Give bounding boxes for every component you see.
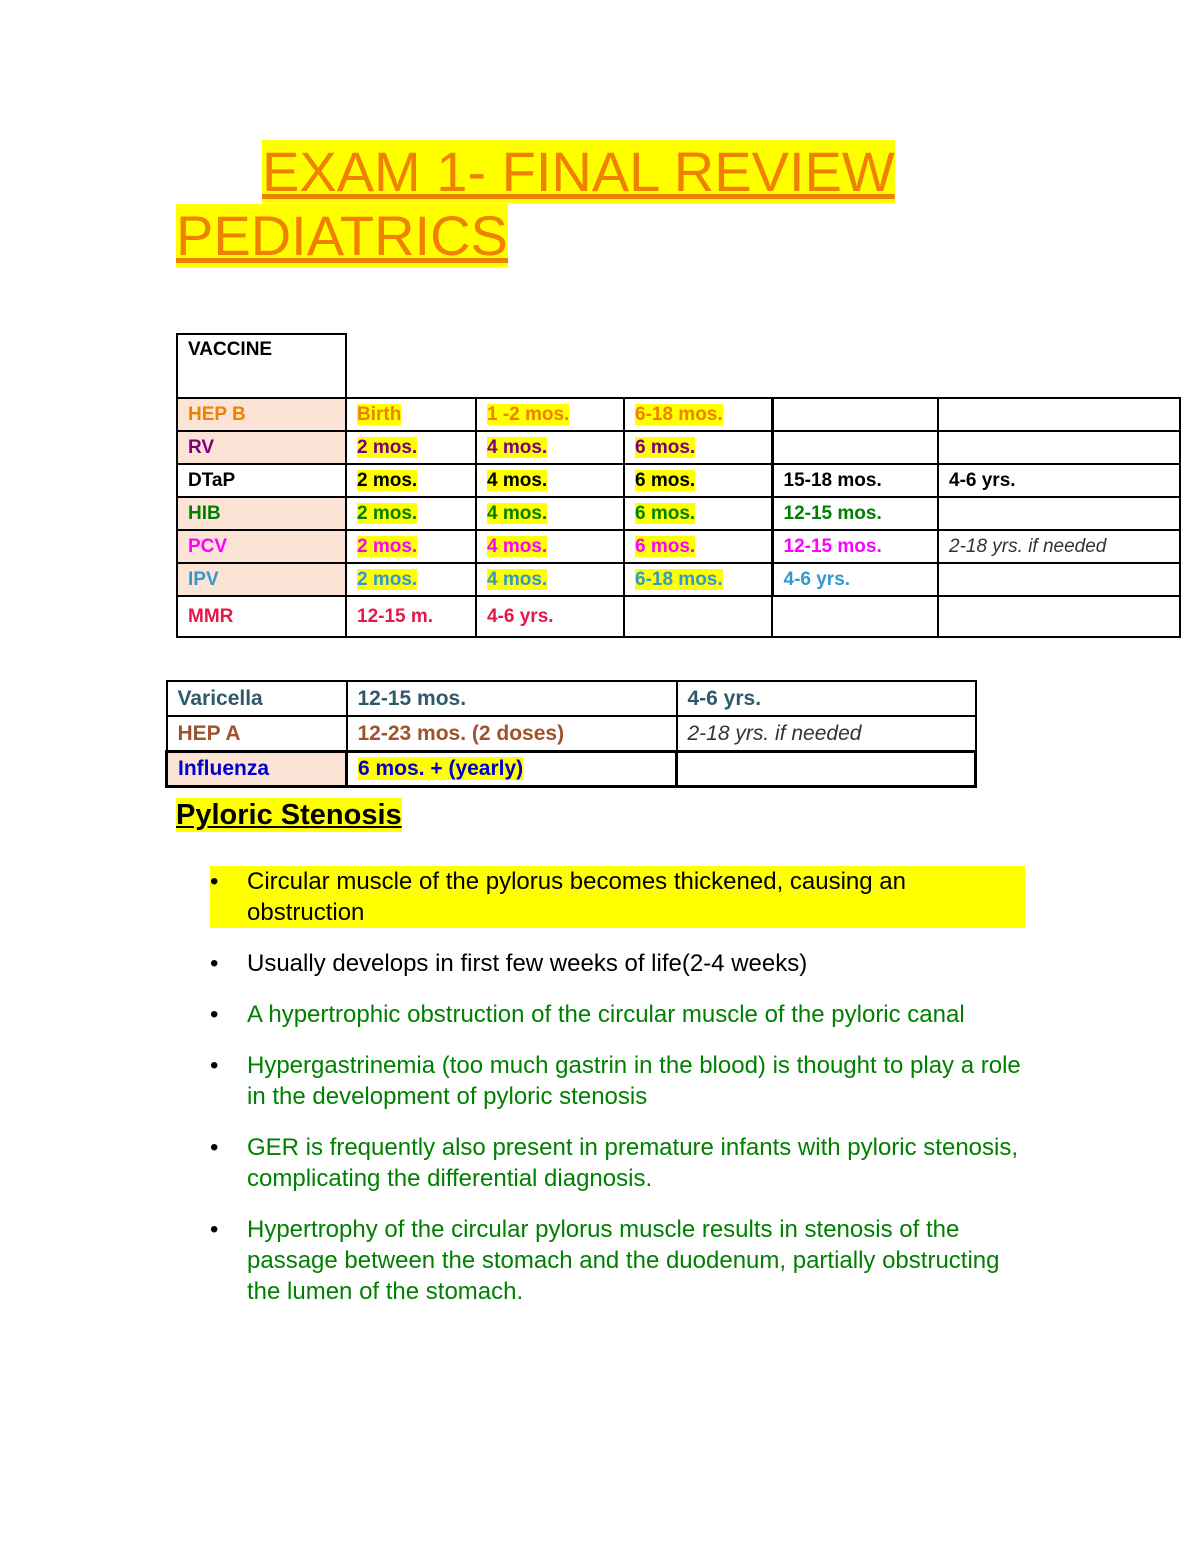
dose-cell: 4 mos. — [487, 502, 548, 524]
section-heading: Pyloric Stenosis — [176, 799, 402, 831]
dose-cell: 15-18 mos. — [772, 464, 938, 497]
dose-cell: 12-15 mos. — [772, 530, 938, 563]
dose-cell: 4 mos. — [487, 436, 548, 458]
vaccine-name: PCV — [177, 530, 346, 563]
dose-cell: 4-6 yrs. — [677, 681, 976, 716]
title-line-1: EXAM 1- FINAL REVIEW — [262, 140, 895, 203]
list-item — [210, 999, 1025, 1030]
bullet-text: Circular muscle of the pylorus becomes thickened, causing an obstruction — [247, 868, 906, 926]
dose-cell: 1 -2 mos. — [487, 403, 570, 425]
dose-cell: 4-6 yrs. — [938, 464, 1180, 497]
list-item — [210, 1132, 1025, 1194]
table-row — [167, 716, 976, 752]
dose-cell — [938, 398, 1180, 431]
table-row — [177, 563, 1180, 596]
bullet-icon: • — [210, 868, 219, 895]
table-row — [177, 596, 1180, 637]
dose-cell: 6-18 mos. — [635, 403, 723, 425]
dose-cell — [938, 497, 1180, 530]
dose-cell: 2 mos. — [357, 502, 418, 524]
vaccine-name: IPV — [177, 563, 346, 596]
dose-cell: 6 mos. — [635, 436, 696, 458]
vaccine-name: Varicella — [167, 681, 347, 716]
bullet-icon: • — [210, 950, 219, 977]
vaccine-name: HIB — [177, 497, 346, 530]
dose-cell — [772, 431, 938, 464]
additional-vaccines-table — [165, 680, 977, 788]
title-line-2: PEDIATRICS — [176, 204, 508, 267]
table-row — [177, 497, 1180, 530]
list-item — [210, 948, 1025, 979]
dose-cell — [624, 596, 772, 637]
bullet-text: Hypertrophy of the circular pylorus muscle results in stenosis of the passage between the stomach and the duodenum, partially obstructing the lumen of the stomach. — [247, 1216, 1000, 1305]
dose-cell: 4 mos. — [487, 535, 548, 557]
vaccine-name: RV — [177, 431, 346, 464]
bullet-icon: • — [210, 1134, 219, 1161]
table-row — [177, 464, 1180, 497]
dose-cell: 2 mos. — [357, 436, 418, 458]
dose-cell: 6 mos. — [635, 502, 696, 524]
vaccine-name: HEP A — [167, 716, 347, 752]
bullet-text: Usually develops in first few weeks of life(2-4 weeks) — [247, 950, 808, 977]
dose-cell: 12-15 m. — [346, 596, 476, 637]
page-title — [176, 140, 936, 268]
dose-cell: 12-15 mos. — [347, 681, 677, 716]
bullet-icon: • — [210, 1001, 219, 1028]
dose-cell: 2-18 yrs. if needed — [938, 530, 1180, 563]
dose-cell: 4 mos. — [487, 568, 548, 590]
dose-cell — [772, 398, 938, 431]
dose-cell: 2 mos. — [357, 535, 418, 557]
dose-cell: 6 mos. — [635, 469, 696, 491]
bullet-list — [210, 866, 1025, 1327]
dose-cell — [938, 563, 1180, 596]
vaccine-schedule-table — [176, 333, 1181, 638]
dose-cell: 12-15 mos. — [772, 497, 938, 530]
bullet-text: Hypergastrinemia (too much gastrin in the blood) is thought to play a role in the development of pyloric stenosis — [247, 1052, 1021, 1110]
bullet-text: A hypertrophic obstruction of the circular muscle of the pyloric canal — [247, 1001, 965, 1028]
table-row — [177, 431, 1180, 464]
dose-cell — [772, 596, 938, 637]
dose-cell — [677, 752, 976, 787]
dose-cell: 12-23 mos. (2 doses) — [347, 716, 677, 752]
list-item — [210, 1050, 1025, 1112]
dose-cell: Birth — [357, 403, 402, 425]
table-row — [167, 752, 976, 787]
table-row — [177, 398, 1180, 431]
vaccine-header-cell: VACCINE — [177, 334, 346, 398]
vaccine-name: MMR — [177, 596, 346, 637]
dose-cell: 4 mos. — [487, 469, 548, 491]
dose-cell — [938, 431, 1180, 464]
bullet-text: GER is frequently also present in premature infants with pyloric stenosis, complicating the differential diagnosis. — [247, 1134, 1019, 1192]
bullet-icon: • — [210, 1052, 219, 1079]
vaccine-name: HEP B — [177, 398, 346, 431]
table-row — [167, 681, 976, 716]
vaccine-name: Influenza — [167, 752, 347, 787]
dose-cell: 6 mos. + (yearly) — [358, 757, 524, 780]
dose-cell: 6-18 mos. — [635, 568, 723, 590]
bullet-icon: • — [210, 1216, 219, 1243]
dose-cell: 4-6 yrs. — [476, 596, 624, 637]
dose-cell: 6 mos. — [635, 535, 696, 557]
dose-cell — [938, 596, 1180, 637]
list-item — [210, 1214, 1025, 1307]
dose-cell: 2 mos. — [357, 469, 418, 491]
dose-cell: 2 mos. — [357, 568, 418, 590]
dose-cell: 2-18 yrs. if needed — [677, 716, 976, 752]
dose-cell: 4-6 yrs. — [772, 563, 938, 596]
vaccine-name: DTaP — [177, 464, 346, 497]
list-item — [210, 866, 1025, 928]
table-row — [177, 530, 1180, 563]
